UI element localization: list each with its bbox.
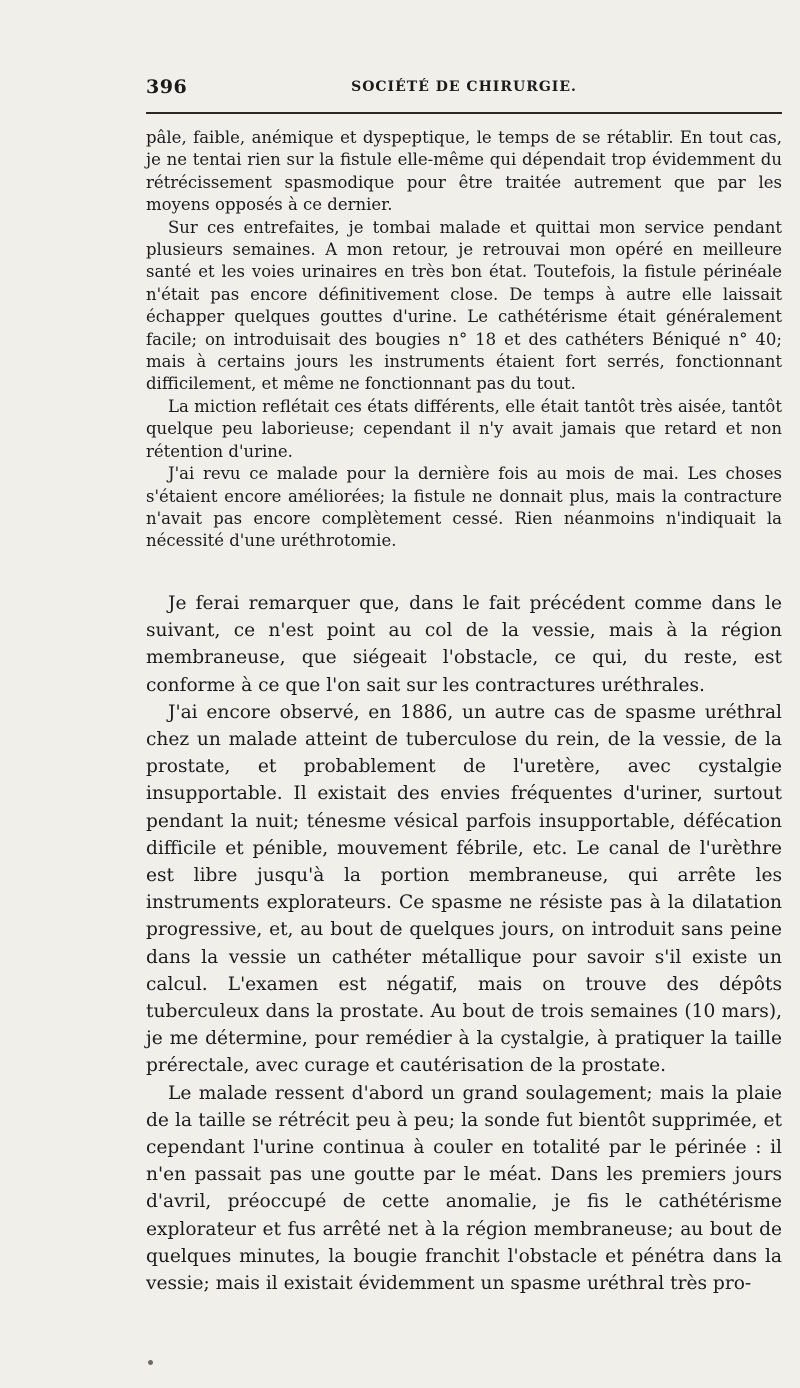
paragraph: La miction reflétait ces états différents, elle était tantôt très aisée, tantôt quelque peu laborieuse; cependant il n'y avait jamais que retard et non rétention d'urine. bbox=[146, 396, 782, 461]
small-print-section bbox=[146, 127, 782, 553]
running-title: SOCIÉTÉ DE CHIRURGIE. bbox=[351, 79, 577, 95]
paragraph: Sur ces entrefaites, je tombai malade et quittai mon service pendant plusieurs semaines. A mon retour, je retrouvai mon opéré en meilleure santé et les voies urinaires en très bon état. Toutefois, la fistule périnéale n'était pas encore définitivement close. De temps à autre elle laissait échapper quelques gouttes d'urine. Le cathétérisme était généralement facile; on introduisait des bougies n° 18 et des cathéters Béniqué n° 40; mais à certains jours les instruments étaient fort serrés, fonctionnant difficilement, et même ne fonctionnant pas du tout. bbox=[146, 217, 782, 394]
page-header bbox=[146, 76, 782, 100]
page-number: 396 bbox=[146, 76, 188, 98]
paragraph: Je ferai remarquer que, dans le fait précédent comme dans le suivant, ce n'est point au col de la vessie, mais à la région membraneuse, que siégeait l'obstacle, ce qui, du reste, est conforme à ce que l'on sait sur les contractures uréthrales. bbox=[146, 593, 782, 696]
header-rule bbox=[146, 112, 782, 114]
paragraph: Le malade ressent d'abord un grand soulagement; mais la plaie de la taille se rétrécit peu à peu; la sonde fut bientôt supprimée, et cependant l'urine continua à couler en totalité par le périnée : il n'en passait pas une goutte par le méat. Dans les premiers jours d'avril, préoccupé de cette anomalie, je fis le cathétérisme explorateur et fus arrêté net à la région membraneuse; au bout de quelques minutes, la bougie franchit l'obstacle et pénétra dans la vessie; mais il existait évidemment un spasme uréthral très pro- bbox=[146, 1082, 782, 1295]
main-text-section bbox=[146, 590, 782, 1297]
paragraph: pâle, faible, anémique et dyspeptique, le temps de se rétablir. En tout cas, je ne tentai rien sur la fistule elle-même qui dépendait trop évidemment du rétrécissement spasmodique pour être traitée autrement que par les moyens opposés à ce dernier. bbox=[146, 128, 782, 215]
paragraph: J'ai revu ce malade pour la dernière fois au mois de mai. Les choses s'étaient encore améliorées; la fistule ne donnait plus, mais la contracture n'avait pas encore complètement cessé. Rien néanmoins n'indiquait la nécessité d'une uréthrotomie. bbox=[146, 464, 782, 551]
ink-speck bbox=[148, 1360, 153, 1365]
paragraph: J'ai encore observé, en 1886, un autre cas de spasme uréthral chez un malade atteint de tuberculose du rein, de la vessie, de la prostate, et probablement de l'uretère, avec cystalgie insupportable. Il existait des envies fréquentes d'uriner, surtout pendant la nuit; ténesme vésical parfois insupportable, défécation difficile et pénible, mouvement fébrile, etc. Le canal de l'urèthre est libre jusqu'à la portion membraneuse, qui arrête les instruments explorateurs. Ce spasme ne résiste pas à la dilatation progressive, et, au bout de quelques jours, on introduit sans peine dans la vessie un cathéter métallique pour savoir s'il existe un calcul. L'examen est négatif, mais on trouve des dépôts tuberculeux dans la prostate. Au bout de trois semaines (10 mars), je me détermine, pour remédier à la cystalgie, à pratiquer la taille prérectale, avec curage et cautérisation de la prostate. bbox=[146, 701, 782, 1077]
